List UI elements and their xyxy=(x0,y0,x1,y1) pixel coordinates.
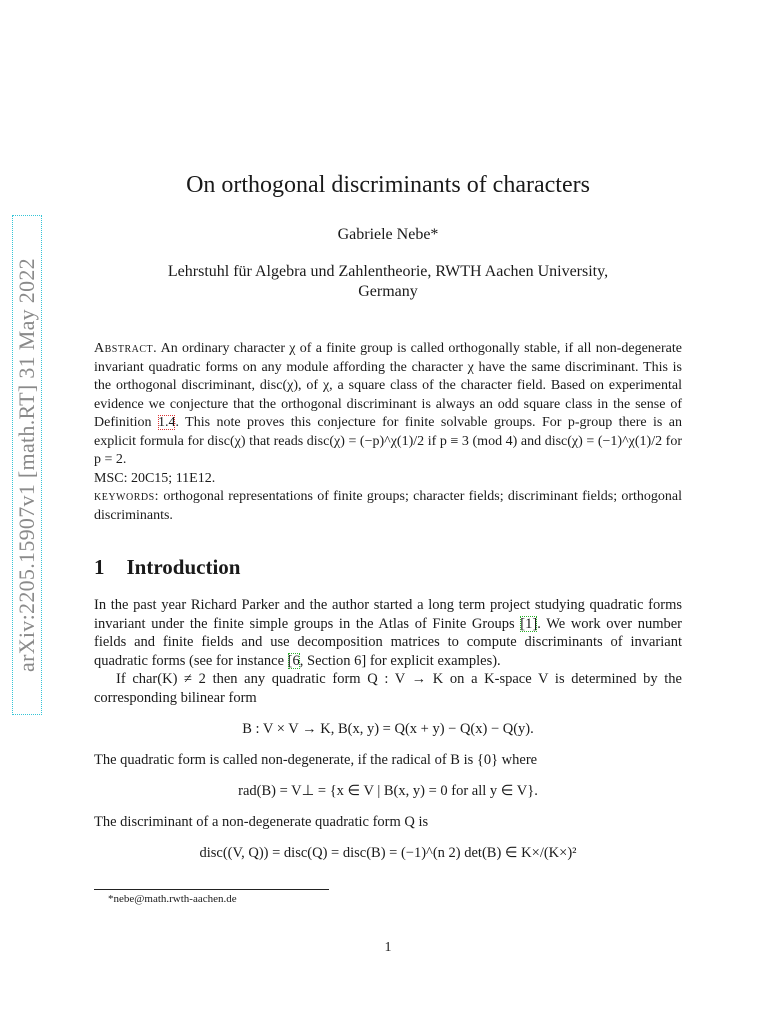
paragraph-3: The quadratic form is called non-degenerate, if the radical of B is {0} where xyxy=(94,752,538,769)
equation-bilinear-form: B : V × V → K, B(x, y) = Q(x + y) − Q(x) − Q(y). xyxy=(242,720,534,737)
keywords-label: keywords: xyxy=(94,489,160,504)
affiliation xyxy=(94,262,682,302)
citation-6-link[interactable]: [6 xyxy=(287,652,300,669)
abstract-text-1: An ordinary character χ of a finite group is called orthogonally stable, if all non-degenerate invariant quadratic forms on any module affording the character χ have the same discriminant. This is the orthogonal discriminant, disc(χ), of χ, a square class of the character field. Based on experimental evidence we conjecture that the orthogonal discriminant is always an odd square class in the sense of Definition xyxy=(94,341,682,430)
section-body xyxy=(94,596,682,876)
paragraph-1-text-c: , Section 6] for explicit examples). xyxy=(299,652,501,669)
keywords-text: orthogonal representations of finite groups; character fields; discriminant fields; orthogonal discriminants. xyxy=(94,489,682,523)
paragraph-1-text-b: . We work over number fields and finite fields and use decomposition matrices to compute discriminants of invariant quadratic forms (see for instance xyxy=(94,615,682,669)
affiliation-line-1: Lehrstuhl für Algebra und Zahlentheorie, RWTH Aachen University, xyxy=(167,263,609,280)
paragraph-1 xyxy=(94,596,682,670)
section-number: 1 xyxy=(94,555,105,579)
definition-link[interactable]: 1.4 xyxy=(157,415,176,430)
abstract-text-2: . This note proves this conjecture for finite solvable groups. For p-group there is an explicit formula for disc(χ) that reads disc(χ) = (−p)^χ(1)/2 if p ≡ 3 (mod 4) and disc(χ) = (−1)^χ(1)/2 for p = 2. xyxy=(94,415,683,467)
paragraph-2: If char(K) ≠ 2 then any quadratic form Q : V → K on a K-space V is determined by the corresponding bilinear form xyxy=(94,671,682,706)
affiliation-line-2: Germany xyxy=(358,283,418,300)
footnote-email: *nebe@math.rwth-aachen.de xyxy=(108,893,237,905)
author-name: Gabriele Nebe* xyxy=(337,226,439,243)
paragraph-1-text-a: In the past year Richard Parker and the author started a long term project studying quadratic forms invariant under the finite simple groups in the Atlas of Finite Groups xyxy=(94,597,682,632)
section-title: Introduction xyxy=(126,555,241,579)
page-number: 1 xyxy=(384,940,392,955)
arxiv-side-stamp xyxy=(12,215,42,715)
equation-radical: rad(B) = V⊥ = {x ∈ V | B(x, y) = 0 for all y ∈ V}. xyxy=(238,782,538,799)
paragraph-4: The discriminant of a non-degenerate quadratic form Q is xyxy=(94,814,429,831)
citation-1-link[interactable]: [1] xyxy=(520,615,538,632)
equation-discriminant: disc((V, Q)) = disc(Q) = disc(B) = (−1)^(n 2) det(B) ∈ K×/(K×)² xyxy=(199,844,577,861)
abstract xyxy=(94,340,682,525)
section-heading xyxy=(94,555,240,580)
paper-title: On orthogonal discriminants of characters xyxy=(186,172,590,198)
footnote-rule xyxy=(94,889,329,890)
abstract-label: Abstract. xyxy=(94,341,158,356)
arxiv-identifier: arXiv:2205.15907v1 [math.RT] 31 May 2022 xyxy=(14,258,39,672)
msc-line: MSC: 20C15; 11E12. xyxy=(94,470,216,486)
